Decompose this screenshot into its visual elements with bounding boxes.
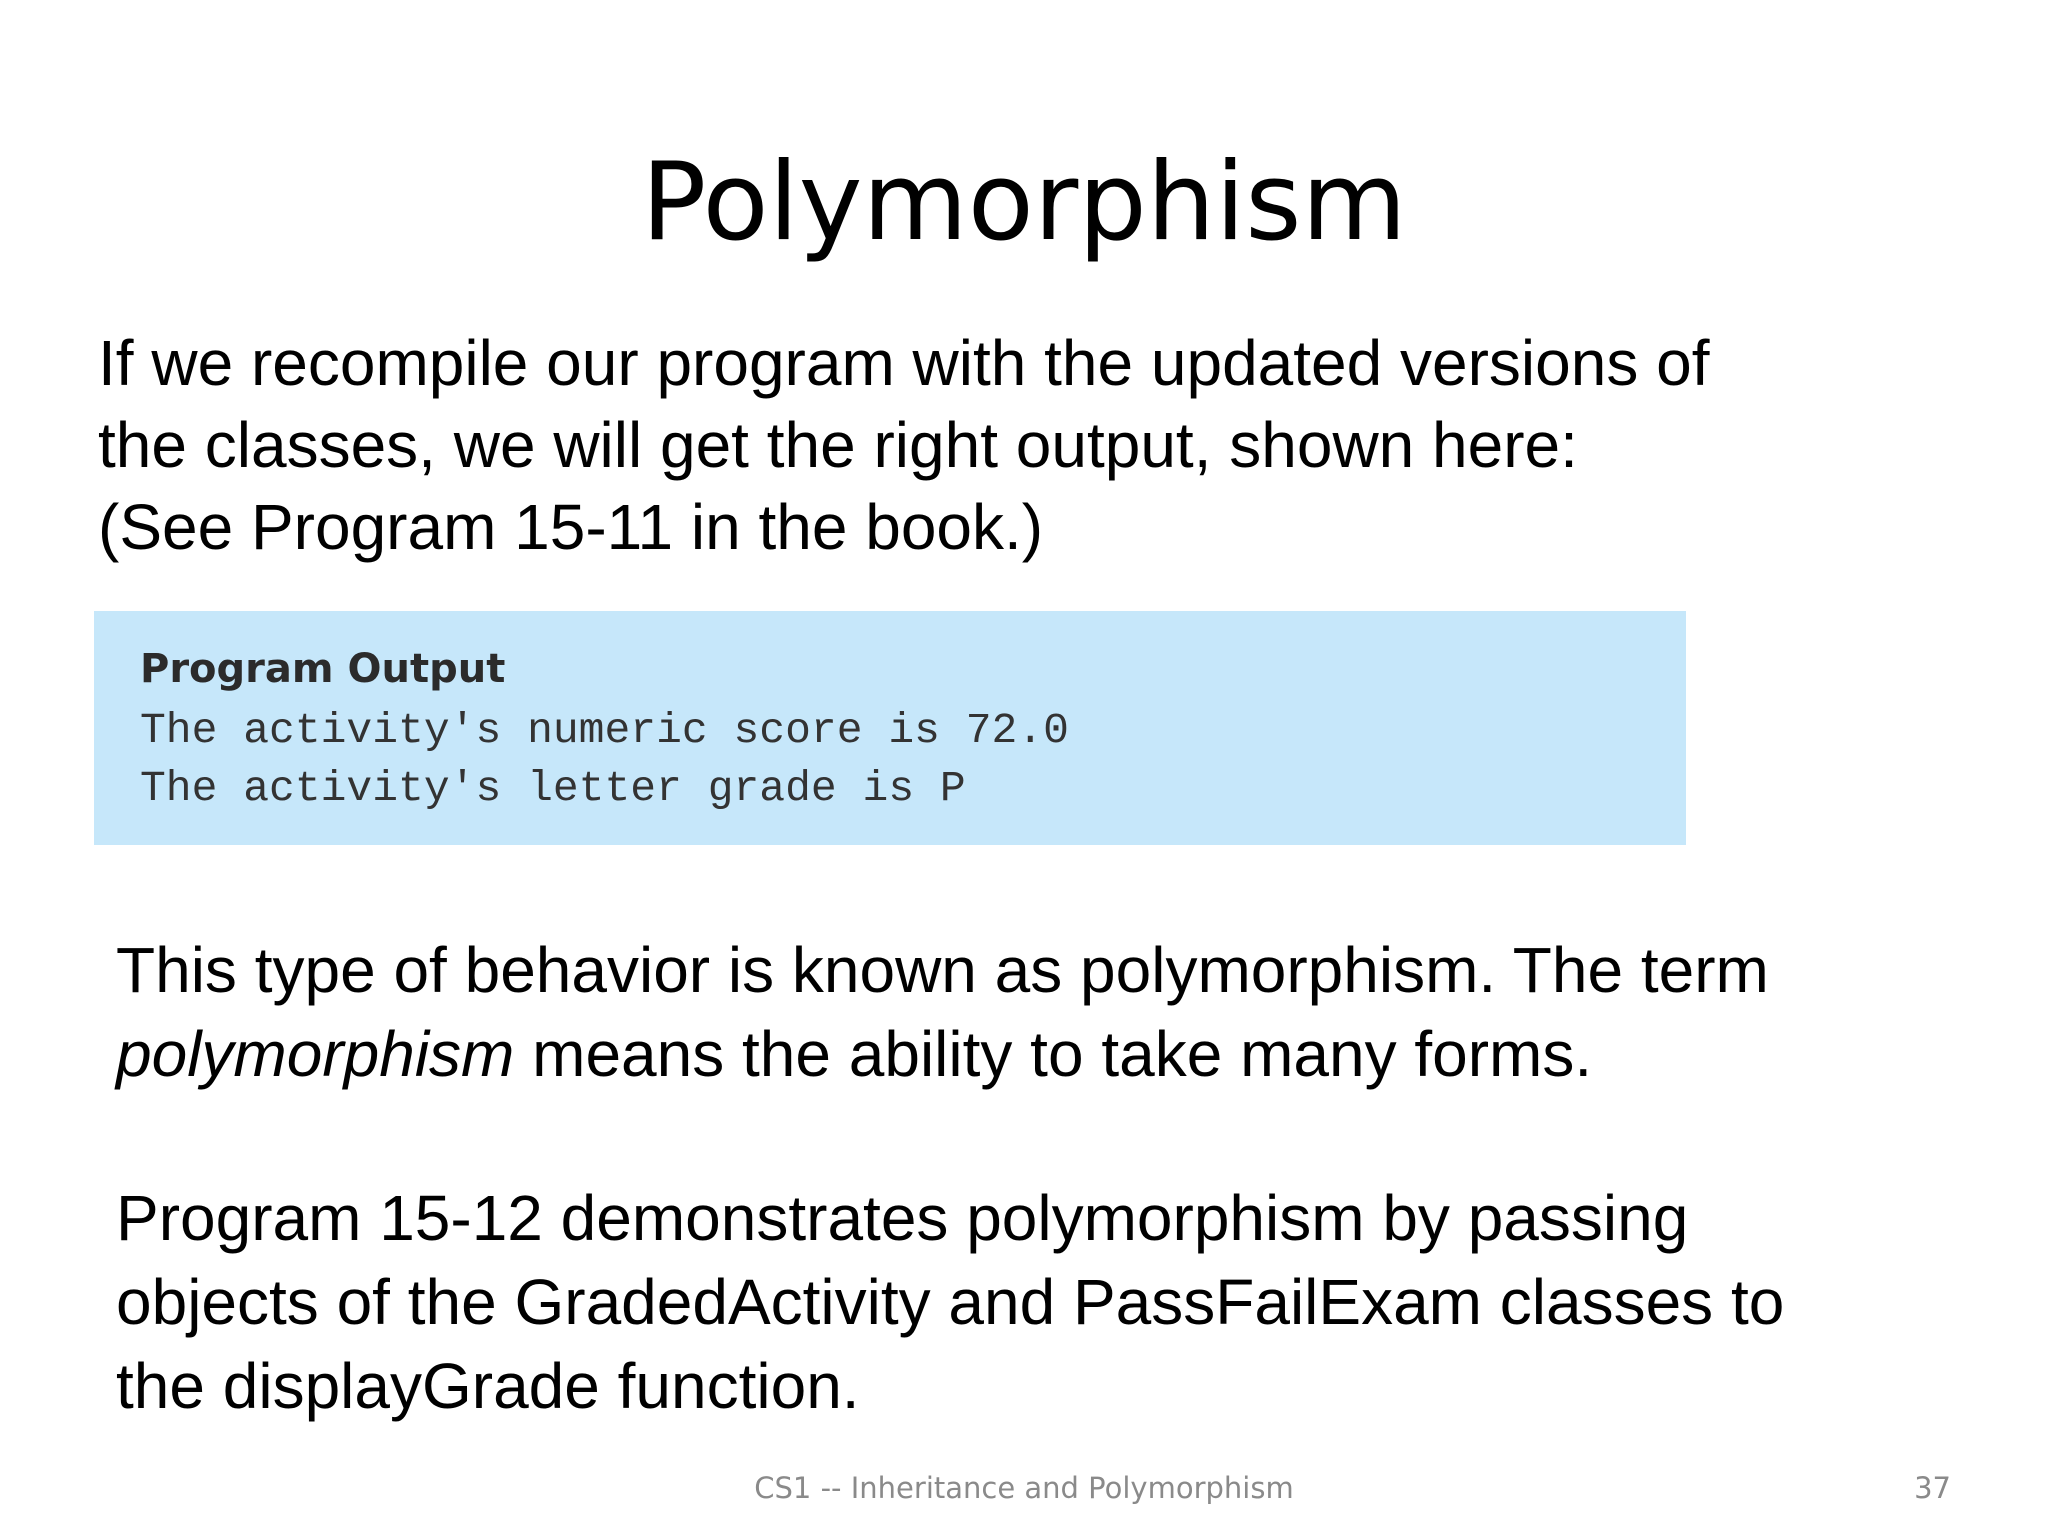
intro-line: the classes, we will get the right output, shown here: xyxy=(98,409,1578,481)
intro-line: (See Program 15-11 in the book.) xyxy=(98,491,1044,563)
paragraph-line xyxy=(116,1012,2016,1096)
paragraph-line: objects of the GradedActivity and PassFailExam classes to xyxy=(116,1266,1785,1338)
intro-text xyxy=(98,322,1998,568)
paragraph-line-rest: means the ability to take many forms. xyxy=(514,1018,1593,1090)
slide-footer: CS1 -- Inheritance and Polymorphism xyxy=(754,1471,1294,1505)
paragraph-line: This type of behavior is known as polymorphism. The term xyxy=(116,934,1769,1006)
italic-term: polymorphism xyxy=(116,1018,515,1090)
program-output-box xyxy=(94,611,1686,845)
paragraph-line: Program 15-12 demonstrates polymorphism by passing xyxy=(116,1182,1689,1254)
page-number: 37 xyxy=(1914,1471,1951,1505)
program-demo-paragraph xyxy=(116,1176,2016,1428)
polymorphism-definition-paragraph xyxy=(116,928,2016,1096)
intro-line: If we recompile our program with the updated versions of xyxy=(98,327,1710,399)
slide-title: Polymorphism xyxy=(641,140,1407,265)
program-output-heading: Program Output xyxy=(140,646,506,692)
program-output-line: The activity's letter grade is P xyxy=(140,764,966,813)
program-output-line: The activity's numeric score is 72.0 xyxy=(140,706,1069,755)
paragraph-line: the displayGrade function. xyxy=(116,1350,860,1422)
